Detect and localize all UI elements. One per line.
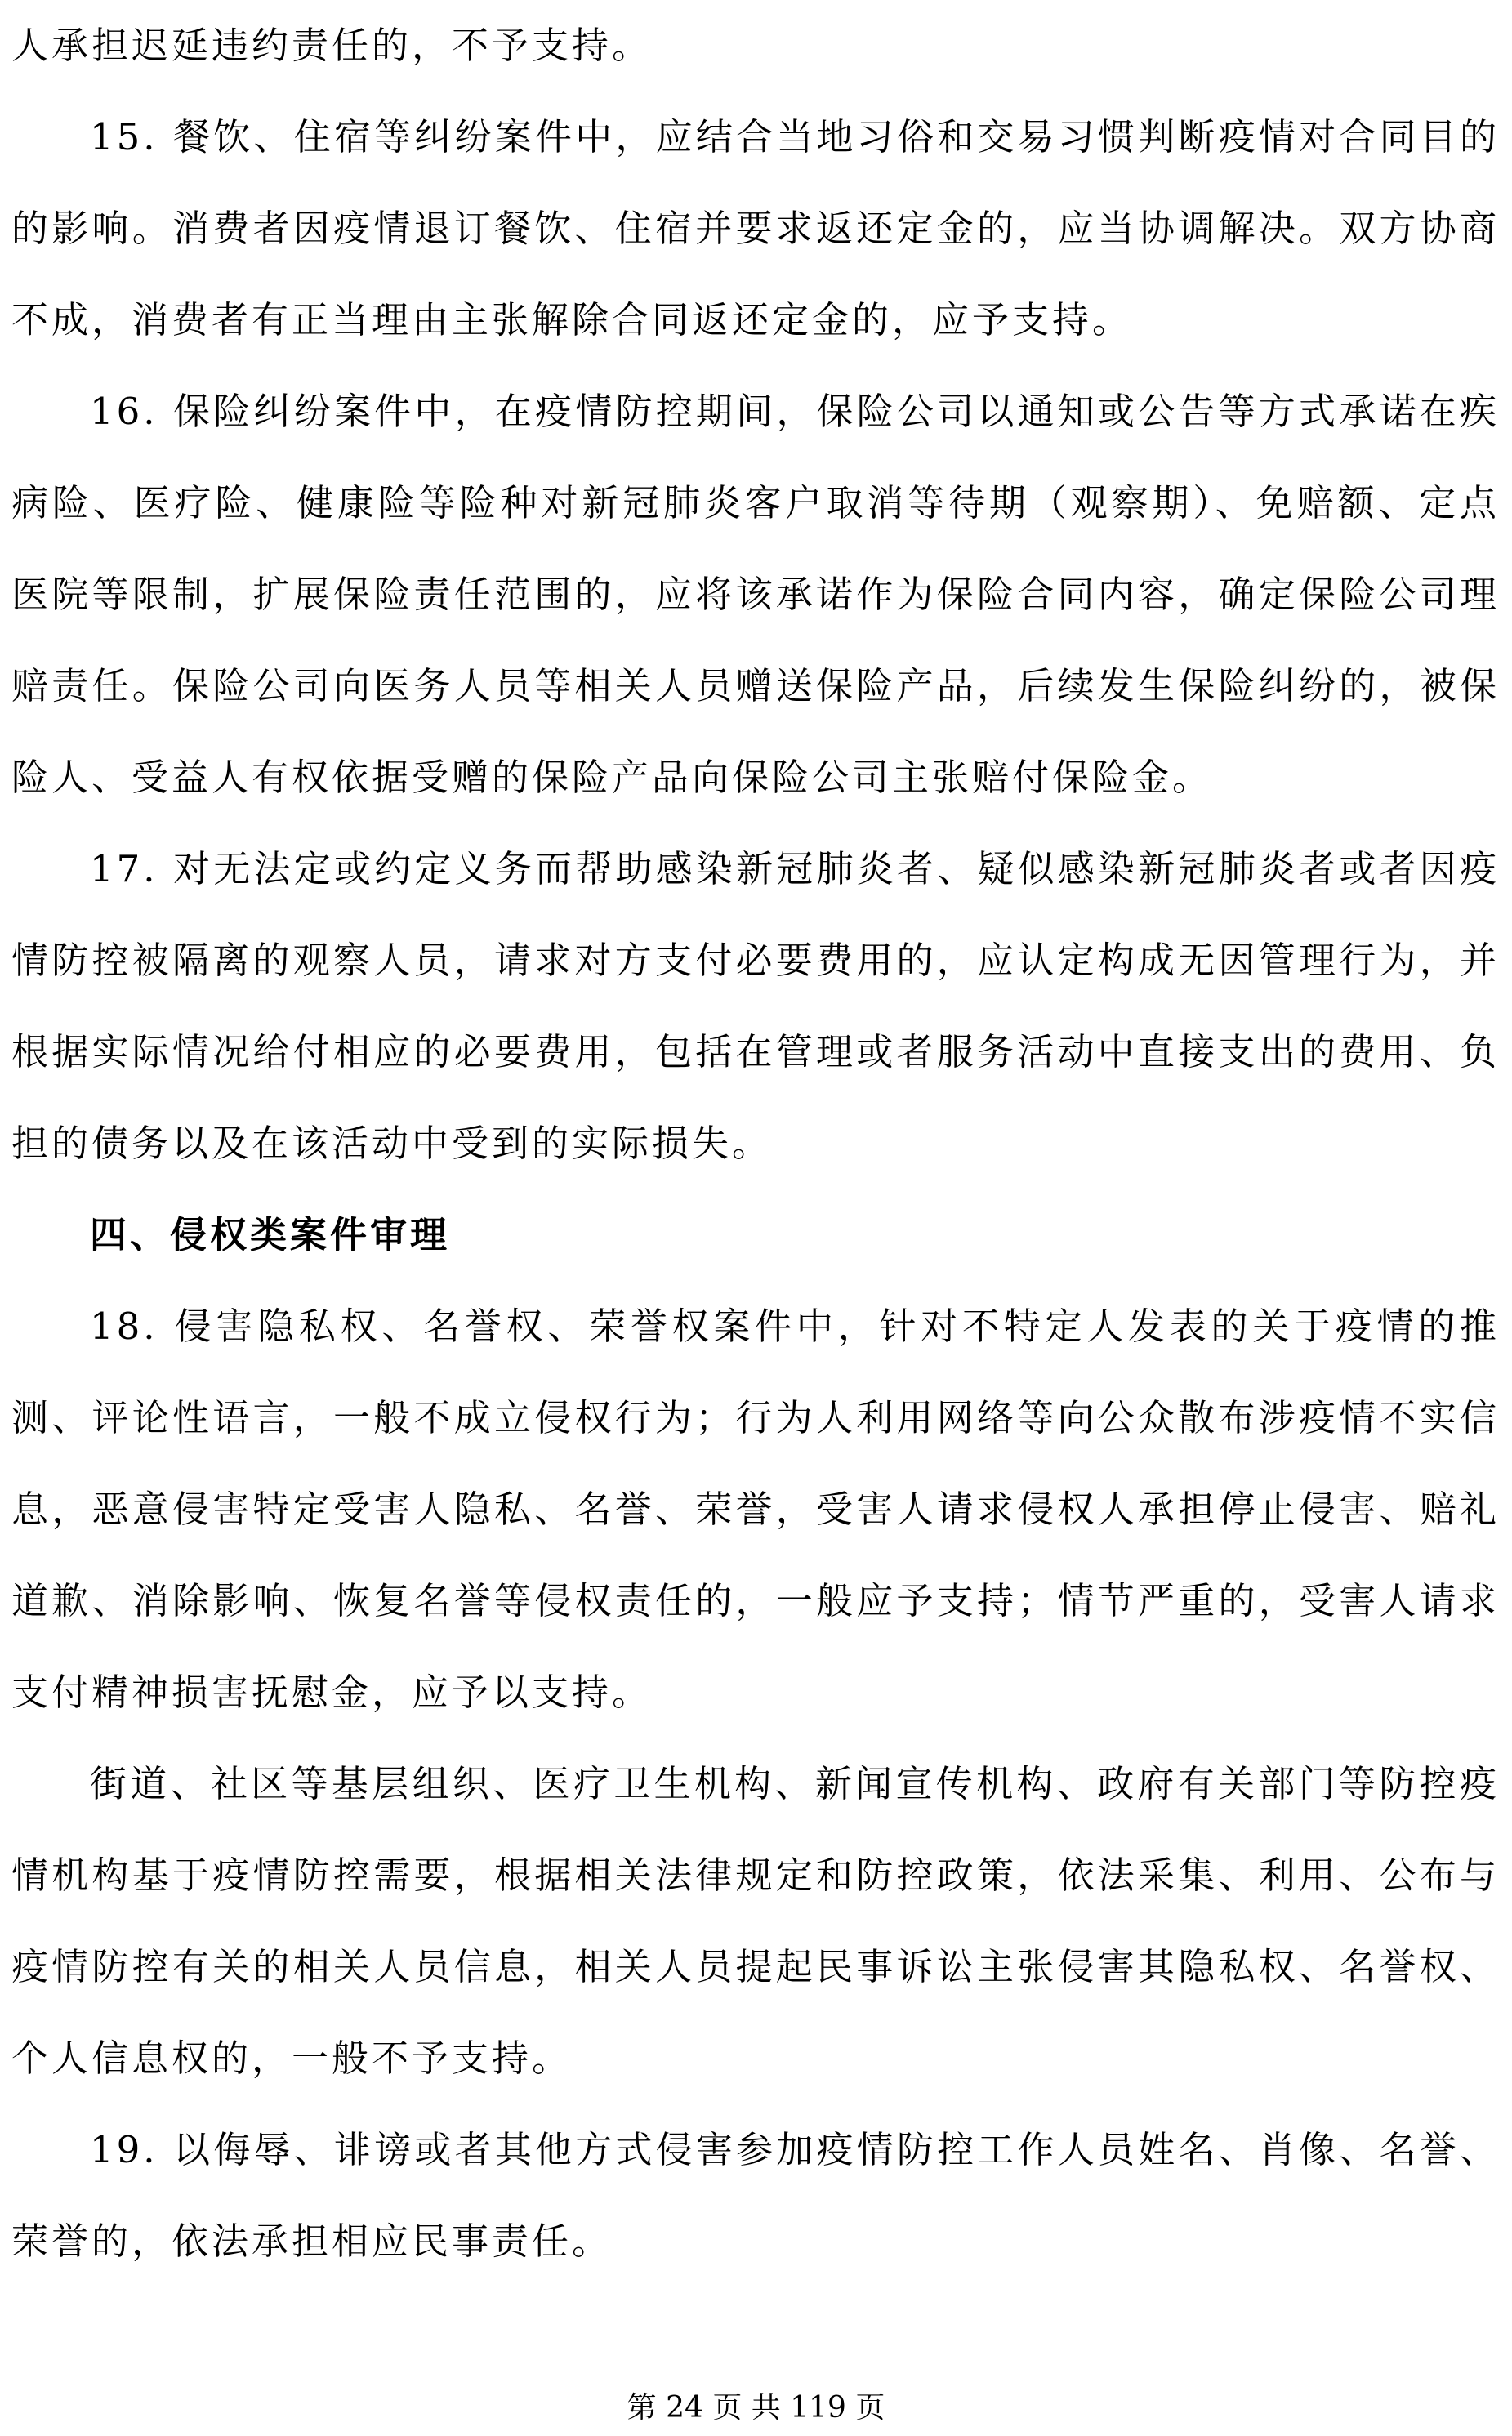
paragraph-item-18-cont: 街道、社区等基层组织、医疗卫生机构、新闻宣传机构、政府有关部门等防控疫情机构基于疫情防控需要，根据相关法律规定和防控政策，依法采集、利用、公布与疫情防控有关的相关人员信息，相关人员提起民事诉讼主张侵害其隐私权、名誉权、个人信息权的，一般不予支持。 — [11, 1762, 1500, 2080]
paragraph-item-16: 16. 保险纠纷案件中，在疫情防控期间，保险公司以通知或公告等方式承诺在疾病险、医疗险、健康险等险种对新冠肺炎客户取消等待期（观察期）、免赔额、定点医院等限制，扩展保险责任范围的，应将该承诺作为保险合同内容，确定保险公司理赔责任。保险公司向医务人员等相关人员赠送保险产品，后续发生保险纠纷的，被保险人、受益人有权依据受赠的保险产品向保险公司主张赔付保险金。 — [11, 390, 1500, 799]
section-heading: 四、侵权类案件审理 — [90, 1213, 451, 1256]
paragraph-item-17: 17. 对无法定或约定义务而帮助感染新冠肺炎者、疑似感染新冠肺炎者或者因疫情防控被隔离的观察人员，请求对方支付必要费用的，应认定构成无因管理行为，并根据实际情况给付相应的必要费用，包括在管理或者服务活动中直接支出的费用、负担的债务以及在该活动中受到的实际损失。 — [11, 847, 1500, 1165]
paragraph-item-15: 15. 餐饮、住宿等纠纷案件中，应结合当地习俗和交易习惯判断疫情对合同目的的影响。消费者因疫情退订餐饮、住宿并要求返还定金的，应当协调解决。双方协商不成，消费者有正当理由主张解除合同返还定金的，应予支持。 — [11, 115, 1500, 341]
paragraph-continuation: 人承担迟延违约责任的，不予支持。 — [11, 24, 653, 67]
page-footer: 第 24 页 共 119 页 — [627, 2391, 885, 2425]
paragraph-item-19: 19. 以侮辱、诽谤或者其他方式侵害参加疫情防控工作人员姓名、肖像、名誉、荣誉的，依法承担相应民事责任。 — [11, 2128, 1500, 2263]
paragraph-item-18: 18. 侵害隐私权、名誉权、荣誉权案件中，针对不特定人发表的关于疫情的推测、评论性语言，一般不成立侵权行为；行为人利用网络等向公众散布涉疫情不实信息，恶意侵害特定受害人隐私、名誉、荣誉，受害人请求侵权人承担停止侵害、赔礼道歉、消除影响、恢复名誉等侵权责任的，一般应予支持；情节严重的，受害人请求支付精神损害抚慰金，应予以支持。 — [11, 1305, 1500, 1714]
document-body — [11, 0, 1500, 2287]
